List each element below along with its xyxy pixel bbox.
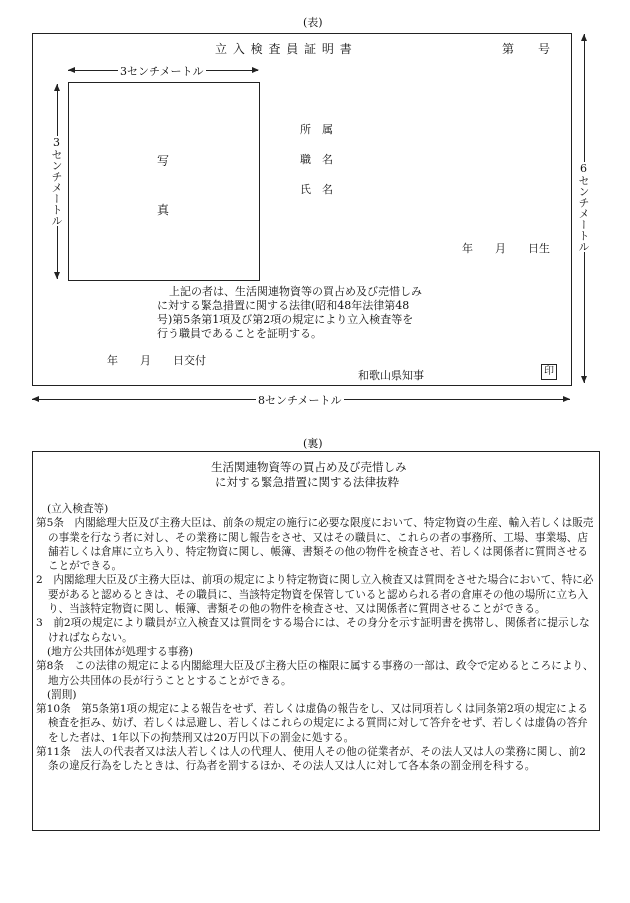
certification-line-4: 行う職員であることを証明する。 bbox=[157, 327, 322, 340]
photo-height-arrow-up bbox=[54, 84, 60, 91]
birth-date: 年 月 日生 bbox=[462, 242, 550, 255]
issue-date: 年 月 日交付 bbox=[107, 354, 206, 367]
card-width-arrow-right bbox=[563, 396, 570, 402]
certification-line-3: 号)第5条第1項及び第2項の規定により立入検査等を bbox=[157, 313, 414, 326]
certificate-title: 立 入 検 査 員 証 明 書 bbox=[215, 42, 353, 56]
photo-box bbox=[68, 82, 260, 281]
card-width-dimension: 8センチメートル bbox=[258, 394, 342, 407]
law-title-line-1: 生活関連物資等の買占め及び売惜しみ bbox=[211, 460, 407, 474]
article-5-paragraph-1: 第5条 内閣総理大臣及び主務大臣は、前条の規定の施行に必要な限度において、特定物資の生産、輸入若しくは販売の事業を行なう者に対し、その業務に関し報告をさせ、又はその職員に、これらの者の事務所、工場、事業場、店舗若しくは倉庫に立ち入り、特定物資に関し、帳簿、書類その他の物件を検査させ、若しくは関係者に質問させることができる。 bbox=[36, 517, 594, 573]
heading-local-government: (地方公共団体が処理する事務) bbox=[47, 645, 193, 658]
card-height-dimension: 6センチメートル bbox=[577, 162, 590, 252]
seal: 印 bbox=[541, 364, 557, 380]
field-affiliation: 所 属 bbox=[300, 123, 333, 136]
article-11: 第11条 法人の代表者又は法人若しくは人の代理人、使用人その他の従業者が、その法人又は人の業務に関し、前2条の違反行為をしたときは、行為者を罰するほか、その法人又は人に対して各本条の罰金刑を科する。 bbox=[36, 746, 586, 773]
photo-width-dimension: 3センチメートル bbox=[120, 65, 204, 78]
certificate-number: 第 号 bbox=[502, 42, 551, 56]
field-name: 氏 名 bbox=[300, 183, 333, 196]
article-5-paragraph-3: 3 前2項の規定により職員が立入検査又は質問をする場合には、その身分を示す証明書を携帯し、関係者に提示しなければならない。 bbox=[36, 617, 590, 644]
photo-height-dimension: 3センチメートル bbox=[50, 136, 63, 226]
certification-text bbox=[157, 285, 422, 341]
article-10: 第10条 第5条第1項の規定による報告をせず、若しくは虚偽の報告をし、又は同項若しくは同条第2項の規定による検査を拒み、妨げ、若しくは忌避し、若しくはこれらの規定による質問に対して答弁をせず、若しくは虚偽の答弁をした者は、1年以下の拘禁刑又は20万円以下の罰金に処する。 bbox=[36, 703, 588, 744]
heading-penalty: (罰則) bbox=[47, 688, 77, 701]
law-excerpt bbox=[36, 502, 594, 774]
certification-line-2: に対する緊急措置に関する法律(昭和48年法律第48 bbox=[157, 299, 410, 312]
photo-width-arrow-left bbox=[68, 67, 75, 73]
article-5-paragraph-2: 2 内閣総理大臣及び主務大臣は、前項の規定により特定物資に関し立入検査又は質問をさせた場合において、特に必要があると認めるときは、その職員に、当該特定物資を保管していると認められる者の倉庫その他の場所に立ち入り、当該特定物資に関し、帳簿、書類その他の物件を検査させ、又は関係者に質問させることができる。 bbox=[36, 574, 594, 616]
certification-line-1: 上記の者は、生活関連物資等の買占め及び売惜しみ bbox=[169, 285, 422, 298]
photo-width-arrow-right bbox=[252, 67, 259, 73]
card-height-arrow-up bbox=[581, 34, 587, 41]
issuer: 和歌山県知事 bbox=[358, 369, 424, 382]
law-title-line-2: に対する緊急措置に関する法律抜粋 bbox=[215, 475, 399, 489]
photo-label-2: 真 bbox=[157, 203, 170, 217]
article-8: 第8条 この法律の規定による内閣総理大臣及び主務大臣の権限に属する事務の一部は、政令で定めるところにより、地方公共団体の長が行うこととすることができる。 bbox=[36, 660, 594, 687]
card-height-arrow-down bbox=[581, 376, 587, 383]
card-width-arrow-left bbox=[32, 396, 39, 402]
photo-height-arrow-down bbox=[54, 272, 60, 279]
field-position: 職 名 bbox=[300, 153, 333, 166]
photo-label-1: 写 bbox=[157, 154, 170, 168]
heading-inspection: (立入検査等) bbox=[47, 503, 109, 515]
front-side-label: (表) bbox=[303, 16, 323, 29]
back-side-label: (裏) bbox=[303, 437, 323, 450]
